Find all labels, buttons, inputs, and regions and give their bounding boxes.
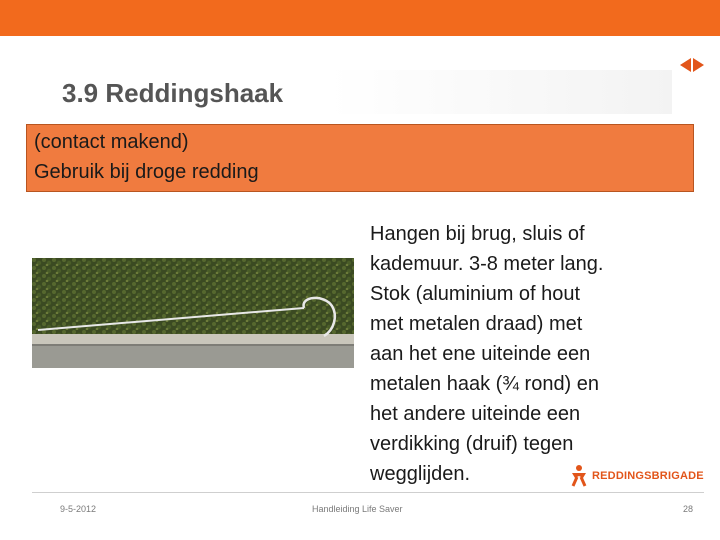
- description-line: kademuur. 3-8 meter lang.: [370, 253, 604, 275]
- description-line: wegglijden.: [370, 463, 471, 485]
- next-slide-icon[interactable]: [693, 58, 704, 72]
- footer-title: Handleiding Life Saver: [312, 504, 403, 514]
- slide-title: 3.9 Reddingshaak: [62, 78, 284, 108]
- highlight-line-2: Gebruik bij droge redding: [34, 161, 259, 183]
- description-line: Stok (aluminium of hout: [370, 283, 581, 305]
- description-line: metalen haak (¾ rond) en: [370, 373, 600, 395]
- description-line: verdikking (druif) tegen: [370, 433, 574, 455]
- reddingshaak-photo: [32, 258, 354, 368]
- description-line: Hangen bij brug, sluis of: [370, 223, 585, 245]
- lifeguard-figure-icon: [568, 464, 590, 488]
- footer-divider: [32, 492, 704, 493]
- description-line: aan het ene uiteinde een: [370, 343, 591, 365]
- highlight-box: [26, 124, 694, 192]
- description-line: met metalen draad) met: [370, 313, 583, 335]
- reddingsbrigade-logo: [568, 464, 704, 488]
- description-line: het andere uiteinde een: [370, 403, 581, 425]
- page-number: 28: [683, 504, 694, 514]
- footer-date: 9-5-2012: [60, 504, 97, 514]
- highlight-line-1: (contact makend): [34, 131, 189, 153]
- logo-text: REDDINGSBRIGADE: [592, 470, 704, 482]
- top-bar: [0, 0, 720, 36]
- description-text: [370, 219, 700, 489]
- previous-slide-icon[interactable]: [680, 58, 691, 72]
- slide-navigation: [680, 58, 704, 72]
